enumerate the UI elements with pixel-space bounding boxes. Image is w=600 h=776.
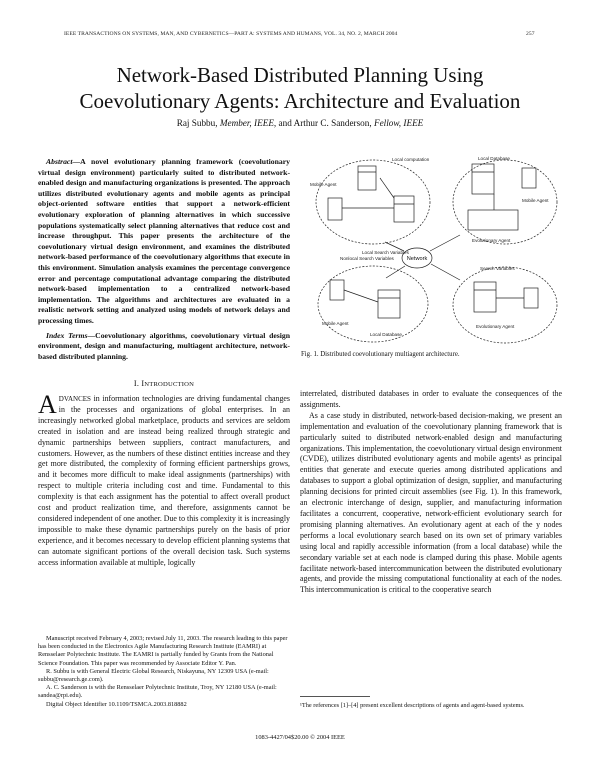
index-terms-text: Coevolutionary algorithms, coevolutionary virtual design environment, design and manufacturing, multiagent architecture, network-based distributed planning. — [38, 330, 291, 361]
page-number: 257 — [526, 31, 535, 37]
author-connector: and Arthur C. Sanderson, — [278, 118, 372, 128]
abstract-text: A novel evolutionary planning framework (coevolutionary virtual design environment) particularly suited to distributed network-enabled design and manufacturing organizations is presented. The approach utilizes distributed evolutionary agents and mobile agents as principal object-oriented software entities that support a network-efficient evolutionary exploration of planning alternatives in which successive populations systematically select planning alternatives that reduce cost and increase throughput. This paper presents the architecture of the coevolutionary virtual design environment, and examines the distributed network-based performance of the coevolutionary algorithms that execute in this environment. Simulation analysis examines the percentage convergence error and percentage computational advantage comparing the distributed network-based implementation to a centralized network-based implementation. The algorithms and architectures are evaluated in a realistic network setting and analyzed using models of network delays and processing times. — [38, 157, 290, 325]
label-local-database-1: Local Database — [478, 156, 510, 161]
footnote-manuscript: Manuscript received February 4, 2003; revised July 11, 2003. The research leading to this paper has been conducted in the Electronics Agile Manufacturing Research Institute (EAMRI) at Rensselaer Polytechnic Institute. The EAMRI is partially funded by Grants from the National Science Foundation. This paper was recommended by Associate Editor Y. Pan. — [38, 635, 288, 667]
section-heading — [38, 379, 290, 388]
network-label: Network — [406, 256, 428, 262]
introduction-right — [300, 389, 562, 596]
figure-caption: Fig. 1. Distributed coevolutionary multiagent architecture. — [301, 351, 460, 358]
footnote-subbu: R. Subbu is with General Electric Global Research, Niskayuna, NY 12309 USA (e-mail: subbu@research.ge.com). — [38, 667, 269, 684]
dropcap: A — [38, 390, 57, 419]
label-evolutionary-agent-1: Evolutionary Agent — [472, 238, 511, 243]
node-ellipse-bottom-right — [453, 267, 557, 343]
intro-paragraph-1: in information technologies are driving fundamental changes in the processes and organizations of global enterprises. In an increasingly networked global marketplace, products and services are seldom created in isolation and are instead being realized through strategic and dynamic partnerships between suppliers, contract manufacturers, and customers. However, as the numbers of these distinct entities increase and they get more distributed, the complexity of forming efficient partnerships grows, and it becomes more difficult to make ideal assignments (partnerships) with respect to multiple criteria including cost and time. Fundamental to this complexity is that each assignment has the potential to affect overall product cost and product realization time, and therefore, assignments cannot be considered independent of one another. Due to this complexity it is increasingly impossible to make these dynamic partnerships purely on the basis of prior experience, and it becomes necessary to develop efficient planning systems that can automate significant portions of the overall decision task. Such systems access information available at multiple, logically — [38, 394, 290, 567]
node-ellipse-bottom-left — [318, 266, 428, 342]
abstract — [38, 157, 290, 327]
footnote-doi: Digital Object Identifier 10.1109/TSMCA.2003.818882 — [46, 700, 187, 708]
first-word: DVANCES — [58, 395, 91, 403]
author-2-role: Fellow, IEEE — [373, 118, 424, 128]
right-paragraph-1: As a case study in distributed, network-based decision-making, we present an implementation and evaluation of the coevolutionary planning framework that is particularly suited to distributed network-enabled design and manufacturing organizations. This implementation, the coevolutionary virtual design environment (CVDE), utilizes distributed evolutionary agents and mobile agents¹ as principal entities that generate and execute queries among distributed applications and databases to support a global optimization of design, supplier, and manufacturing planning decisions for printed circuit assemblies (see Fig. 1). In this framework, an electronic interchange of design, supplier, and manufacturing information facilitates a concurrent, cooperative, network-efficient evolutionary search for promising planning alternatives. An evolutionary agent at each of the y nodes performs a local evolutionary search based on its own set of primary variables using local and rapidly accessible information (from a local database) while the secondary variable set at each node is clamped during this phase. Mobile agents facilitate network-based intercommunication between the distributed evolutionary agents, and provide the missing computational functionality at each of the nodes. This intercommunication is critical to the cooperative search — [300, 410, 562, 595]
abstract-block — [38, 157, 290, 362]
label-local-database-2: Local Database — [370, 332, 402, 337]
label-search-variables: Search Variables — [480, 266, 515, 271]
journal-header: IEEE TRANSACTIONS ON SYSTEMS, MAN, AND CYBERNETICS—PART A: SYSTEMS AND HUMANS, VOL. 34, NO. 2, MARCH 2004 — [64, 31, 398, 37]
paper-title-line-1: Network-Based Distributed Planning Using — [116, 63, 484, 87]
label-mobile-agent-1: Mobile Agent — [310, 182, 337, 187]
label-evolutionary-agent-2: Evolutionary Agent — [476, 324, 515, 329]
author-1-role: Member, IEEE, — [219, 118, 277, 128]
footnote-sanderson: A. C. Sanderson is with the Rensselaer Polytechnic Institute, Troy, NY 12180 USA (e-mail: sandea@rpi.edu). — [38, 684, 277, 700]
figure-1 — [300, 150, 562, 348]
label-nonlocal-search-variables: Nonlocal Search Variables — [340, 256, 394, 261]
section-number: I. I — [133, 379, 145, 388]
footnote-rule — [300, 696, 370, 697]
node-ellipse-top-left — [316, 160, 430, 244]
introduction-left — [38, 390, 290, 569]
label-local-search-variables: Local Search Variables — [362, 250, 409, 255]
author-list — [0, 118, 600, 128]
right-paragraph-0: interrelated, distributed databases in order to evaluate the consequences of the assignments. — [300, 389, 562, 409]
footnotes-left — [38, 635, 290, 709]
section-title: NTRODUCTION — [144, 381, 195, 388]
label-mobile-agent-3: Mobile Agent — [322, 321, 349, 326]
index-terms-label: Index Terms— — [46, 330, 96, 340]
abstract-label: Abstract— — [46, 157, 81, 166]
paper-title-line-2: Coevolutionary Agents: Architecture and Evaluation — [79, 89, 521, 113]
label-local-computation: Local computation — [392, 157, 430, 162]
index-terms — [38, 331, 290, 363]
copyright-footer: 1083-4427/04$20.00 © 2004 IEEE — [255, 734, 345, 741]
footnote-right: ¹The references [1]–[4] present excellent descriptions of agents and agent-based systems. — [300, 702, 525, 709]
label-mobile-agent-2: Mobile Agent — [522, 198, 549, 203]
author-1: Raj Subbu, — [176, 118, 218, 128]
